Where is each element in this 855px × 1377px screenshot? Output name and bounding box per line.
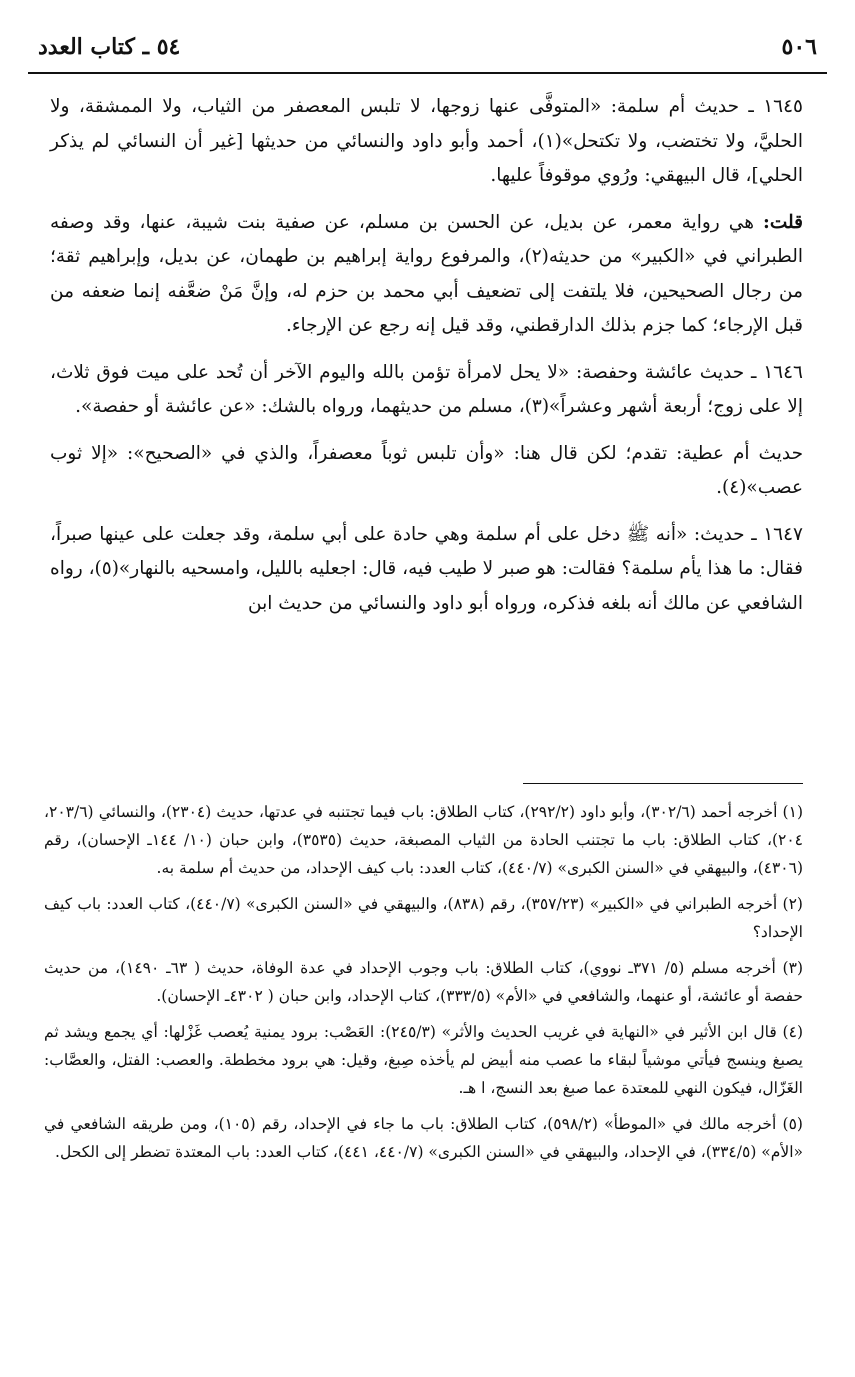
qultu-paragraph [50, 206, 803, 344]
page-number: ٥٠٦ [781, 34, 817, 60]
footnote-2: (٢) أخرجه الطبراني في «الكبير» (٣٥٧/٢٣)، رقم (٨٣٨)، والبيهقي في «السنن الكبرى» (٤٤٠/٧)، كتاب العدد: باب كيف الإحداد؟ [44, 895, 803, 941]
qultu-label: قلت: [763, 211, 803, 233]
hadith-1646: ١٦٤٦ ـ حديث عائشة وحفصة: «لا يحل لامرأة تؤمن بالله واليوم الآخر أن تُحد على ميت فوق ثلاث، إلا على زوج؛ أربعة أشهر وعشراً»(٣)، مسلم من حديثهما، ورواه بالشك: «عن عائشة أو حفصة». [50, 361, 803, 417]
footnote-rule [523, 783, 803, 784]
hadith-1647: ١٦٤٧ ـ حديث: «أنه ﷺ دخل على أم سلمة وهي حادة على أبي سلمة، وقد جعلت على عينها صبراً، فقال: ما هذا يأم سلمة؟ فقالت: هو صبر لا طيب فيه، قال: اجعليه بالليل، وامسحيه بالنهار»(٥)، رواه الشافعي عن مالك أنه بلغه فذكره، ورواه أبو داود والنسائي من حديث ابن [50, 523, 803, 614]
header-rule [28, 72, 827, 74]
footnotes [44, 798, 803, 1174]
footnote-3: (٣) أخرجه مسلم (٥/ ٣٧١ـ نووي)، كتاب الطلاق: باب وجوب الإحداد في عدة الوفاة، حديث ( ٦٣ـ ١٤٩٠)، من حديث حفصة أو عائشة، أو عنهما، والشافعي في «الأم» (٣٣٣/٥)، كتاب الإحداد، وابن حبان ( ٤٣٠٢ـ الإحسان). [44, 959, 803, 1005]
chapter-title: ٥٤ ـ كتاب العدد [38, 34, 181, 60]
hadith-1645: ١٦٤٥ ـ حديث أم سلمة: «المتوفَّى عنها زوجها، لا تلبس المعصفر من الثياب، ولا الممشقة، ولا الحليَّ، ولا تختضب، ولا تكتحل»(١)، أحمد وأبو داود والنسائي من حديثها [غير أن النسائي لم يذكر الحلي]، قال البيهقي: ورُوي موقوفاً عليها. [50, 96, 803, 186]
main-text [50, 90, 803, 633]
page-header [28, 30, 827, 74]
qultu-text: هي رواية معمر، عن بديل، عن الحسن بن مسلم، عن صفية بنت شيبة، عنها، وقد وصفه الطبراني في «الكبير» من حديثه(٢)، والمرفوع رواية إبراهيم بن طهمان، عن بديل، وإبراهيم ثقة؛ من رجال الصحيحين، فلا يلتفت إلى تضعيف أبي محمد بن حزم له، وإنَّ مَنْ ضعَّفه إنما ضعفه من قبل الإرجاء؛ كما جزم بذلك الدارقطني، وقد قيل إنه رجع عن الإرجاء. [50, 211, 803, 336]
footnote-4: (٤) قال ابن الأثير في «النهاية في غريب الحديث والأثر» (٢٤٥/٣): العَصْب: برود يمنية يُعصب غَزْلها: أي يجمع ويشد ثم يصبغ وينسج فيأتي موشياً لبقاء ما عصب منه أبيض لم يأخذه صِبغ، وقيل: هي برود مخططة. والعصب: الفتل، والعصَّاب: الغَزّال، فيكون النهي للمعتدة عما صبغ بعد النسج، ا هـ. [44, 1023, 803, 1097]
umm-atiyya-paragraph: حديث أم عطية: تقدم؛ لكن قال هنا: «وأن تلبس ثوباً معصفراً، والذي في «الصحيح»: «إلا ثوب عصب»(٤). [50, 442, 803, 498]
footnote-1: (١) أخرجه أحمد (٣٠٢/٦)، وأبو داود (٢٩٢/٢)، كتاب الطلاق: باب فيما تجتنبه في عدتها، حديث (٢٣٠٤)، والنسائي (٢٠٣/٦، ٢٠٤)، كتاب الطلاق: باب ما تجتنب الحادة من الثياب المصبغة، حديث (٣٥٣٥)، وابن حبان (١٠/ ١٤٤ـ الإحسان)، رقم (٤٣٠٦)، والبيهقي في «السنن الكبرى» (٤٤٠/٧)، كتاب العدد: باب كيف الإحداد، من حديث أم سلمة به. [44, 803, 804, 877]
footnote-5: (٥) أخرجه مالك في «الموطأ» (٥٩٨/٢)، كتاب الطلاق: باب ما جاء في الإحداد، رقم (١٠٥)، ومن طريقه الشافعي في «الأم» (٣٣٤/٥)، في الإحداد، والبيهقي في «السنن الكبرى» (٤٤٠/٧، ٤٤١)، كتاب العدد: باب المعتدة تضطر إلى الكحل. [44, 1115, 803, 1161]
